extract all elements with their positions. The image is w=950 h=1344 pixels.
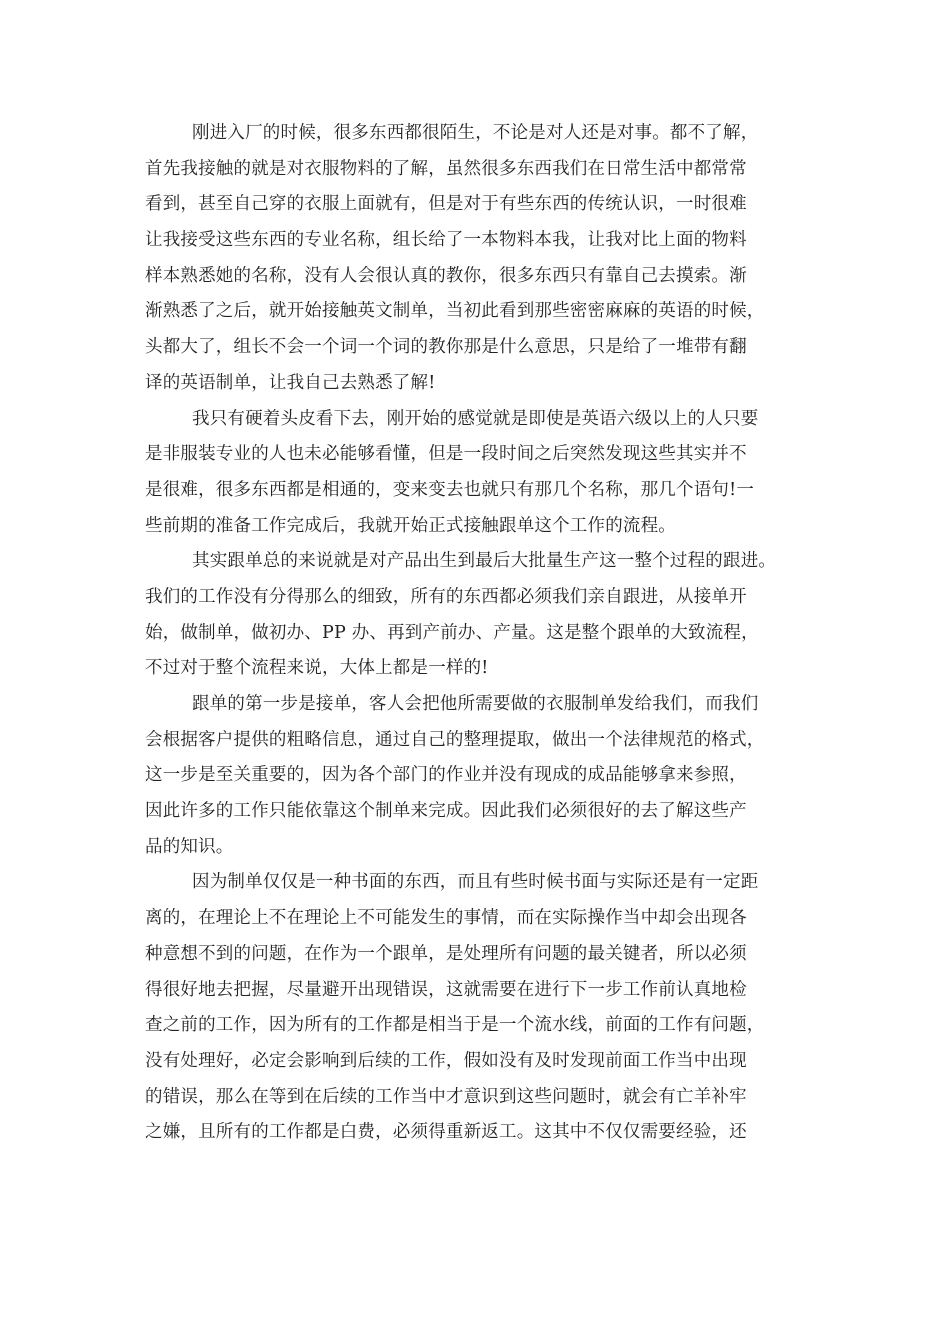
text-line: 查之前的工作，因为所有的工作都是相当于是一个流水线，前面的工作有问题， xyxy=(145,1015,765,1036)
text-line: 看到，甚至自己穿的衣服上面就有，但是对于有些东西的传统认识，一时很难 xyxy=(145,194,747,215)
text-line: 种意想不到的问题，在作为一个跟单，是处理所有问题的最关键者，所以必须 xyxy=(145,943,747,964)
paragraph xyxy=(145,116,815,402)
text-line: 没有处理好，必定会影响到后续的工作，假如没有及时发现前面工作当中出现 xyxy=(145,1050,747,1071)
text-line: 些前期的准备工作完成后，我就开始正式接触跟单这个工作的流程。 xyxy=(145,515,676,536)
text-line: 译的英语制单，让我自己去熟悉了解! xyxy=(145,372,436,393)
text-line: 跟单的第一步是接单，客人会把他所需要做的衣服制单发给我们，而我们 xyxy=(192,694,759,714)
text-line: 之嫌，且所有的工作都是白费，必须得重新返工。这其中不仅仅需要经验，还 xyxy=(145,1122,747,1143)
text-line: 样本熟悉她的名称，没有人会很认真的教你，很多东西只有靠自己去摸索。渐 xyxy=(145,265,747,286)
text-line: 因为制单仅仅是一种书面的东西，而且有些时候书面与实际还是有一定距 xyxy=(192,872,759,893)
paragraph xyxy=(145,865,815,1151)
text-line: 首先我接触的就是对衣服物料的了解，虽然很多东西我们在日常生活中都常常 xyxy=(145,158,747,179)
document-body xyxy=(145,116,815,1151)
text-line: 不过对于整个流程来说，大体上都是一样的! xyxy=(145,658,489,679)
text-line: 这一步是至关重要的，因为各个部门的作业并没有现成的成品能够拿来参照， xyxy=(145,765,747,786)
text-line: 品的知识。 xyxy=(145,836,234,857)
text-line: 得很好地去把握，尽量避开出现错误，这就需要在进行下一步工作前认真地检 xyxy=(145,979,747,1000)
text-line: 我们的工作没有分得那么的细致，所有的东西都必须我们亲自跟进，从接单开 xyxy=(145,586,747,607)
text-line: 我只有硬着头皮看下去，刚开始的感觉就是即使是英语六级以上的人只要 xyxy=(192,408,759,429)
paragraph xyxy=(145,687,815,865)
text-line: 离的，在理论上不在理论上不可能发生的事情，而在实际操作当中却会出现各 xyxy=(145,908,747,929)
text-line: 的错误，那么在等到在后续的工作当中才意识到这些问题时，就会有亡羊补牢 xyxy=(145,1086,747,1107)
text-line: 刚进入厂的时候，很多东西都很陌生，不论是对人还是对事。都不了解， xyxy=(192,123,759,143)
text-line: 是很难，很多东西都是相通的，变来变去也就只有那几个名称，那几个语句!一 xyxy=(145,479,755,500)
paragraph xyxy=(145,544,815,687)
text-line: 头都大了，组长不会一个词一个词的教你那是什么意思，只是给了一堆带有翻 xyxy=(145,337,747,358)
text-line: 因此许多的工作只能依靠这个制单来完成。因此我们必须很好的去了解这些产 xyxy=(145,801,747,822)
text-line: 让我接受这些东西的专业名称，组长给了一本物料本我，让我对比上面的物料 xyxy=(145,230,747,251)
text-line: 是非服装专业的人也未必能够看懂，但是一段时间之后突然发现这些其实并不 xyxy=(145,444,747,465)
text-line: 会根据客户提供的粗略信息，通过自己的整理提取，做出一个法律规范的格式， xyxy=(145,729,765,750)
text-line: 始，做制单，做初办、PP 办、再到产前办、产量。这是整个跟单的大致流程， xyxy=(145,622,759,643)
text-line: 渐熟悉了之后，就开始接触英文制单，当初此看到那些密密麻麻的英语的时候， xyxy=(145,301,765,322)
text-line: 其实跟单总的来说就是对产品出生到最后大批量生产这一整个过程的跟进。 xyxy=(192,551,777,572)
paragraph xyxy=(145,402,815,545)
